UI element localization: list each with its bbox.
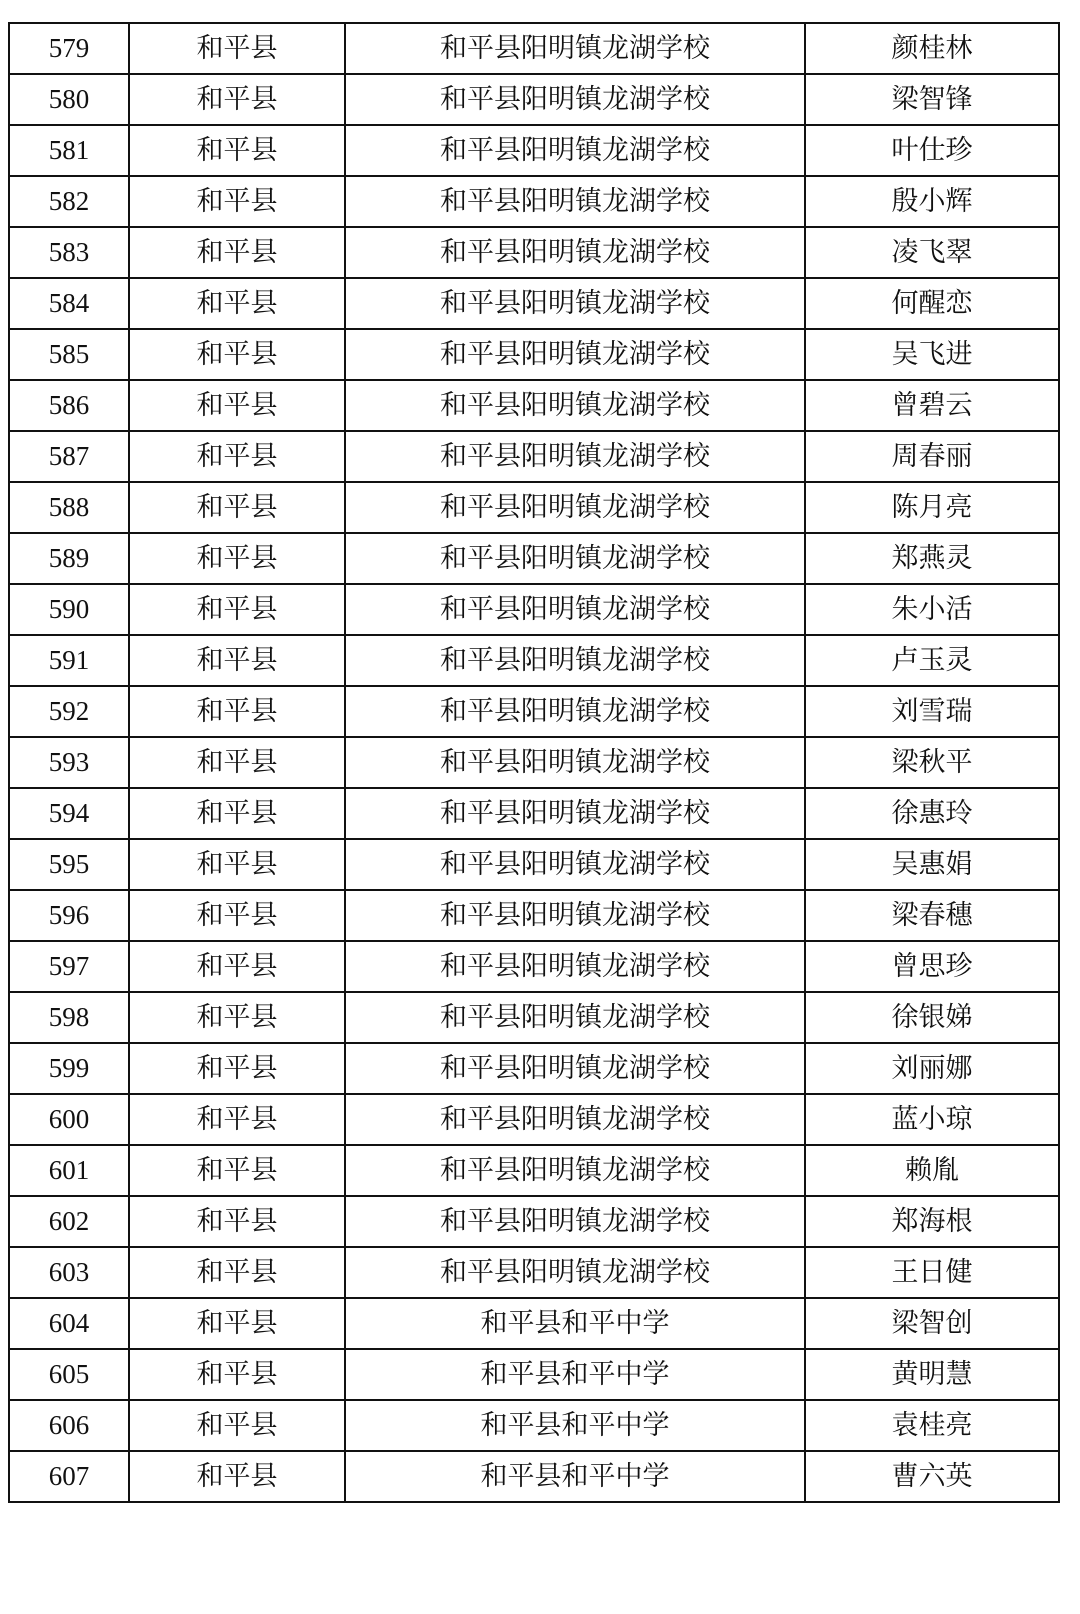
county-cell: 和平县 [129, 890, 345, 941]
school-cell: 和平县阳明镇龙湖学校 [345, 839, 805, 890]
name-cell: 朱小活 [805, 584, 1059, 635]
school-cell: 和平县阳明镇龙湖学校 [345, 380, 805, 431]
school-cell: 和平县阳明镇龙湖学校 [345, 74, 805, 125]
county-cell: 和平县 [129, 1451, 345, 1502]
table-row [9, 635, 1059, 686]
row-number-cell: 605 [9, 1349, 129, 1400]
name-cell: 曹六英 [805, 1451, 1059, 1502]
name-cell: 郑海根 [805, 1196, 1059, 1247]
table-row [9, 1451, 1059, 1502]
row-number-cell: 598 [9, 992, 129, 1043]
county-cell: 和平县 [129, 278, 345, 329]
county-cell: 和平县 [129, 380, 345, 431]
name-cell: 周春丽 [805, 431, 1059, 482]
name-cell: 颜桂林 [805, 23, 1059, 74]
row-number-cell: 603 [9, 1247, 129, 1298]
name-cell: 殷小辉 [805, 176, 1059, 227]
row-number-cell: 602 [9, 1196, 129, 1247]
row-number-cell: 586 [9, 380, 129, 431]
county-cell: 和平县 [129, 1196, 345, 1247]
name-cell: 梁秋平 [805, 737, 1059, 788]
school-cell: 和平县阳明镇龙湖学校 [345, 227, 805, 278]
row-number-cell: 588 [9, 482, 129, 533]
school-cell: 和平县阳明镇龙湖学校 [345, 941, 805, 992]
row-number-cell: 606 [9, 1400, 129, 1451]
table-row [9, 329, 1059, 380]
name-cell: 刘雪瑞 [805, 686, 1059, 737]
county-cell: 和平县 [129, 176, 345, 227]
county-cell: 和平县 [129, 788, 345, 839]
school-cell: 和平县阳明镇龙湖学校 [345, 125, 805, 176]
name-cell: 凌飞翠 [805, 227, 1059, 278]
school-cell: 和平县阳明镇龙湖学校 [345, 1043, 805, 1094]
row-number-cell: 589 [9, 533, 129, 584]
row-number-cell: 579 [9, 23, 129, 74]
school-cell: 和平县阳明镇龙湖学校 [345, 533, 805, 584]
table-row [9, 125, 1059, 176]
row-number-cell: 592 [9, 686, 129, 737]
school-cell: 和平县阳明镇龙湖学校 [345, 737, 805, 788]
name-cell: 曾碧云 [805, 380, 1059, 431]
table-row [9, 380, 1059, 431]
row-number-cell: 590 [9, 584, 129, 635]
name-cell: 吴惠娟 [805, 839, 1059, 890]
table-row [9, 533, 1059, 584]
row-number-cell: 599 [9, 1043, 129, 1094]
roster-table-body [9, 23, 1059, 1502]
row-number-cell: 591 [9, 635, 129, 686]
county-cell: 和平县 [129, 1298, 345, 1349]
name-cell: 吴飞进 [805, 329, 1059, 380]
county-cell: 和平县 [129, 1043, 345, 1094]
table-row [9, 584, 1059, 635]
row-number-cell: 601 [9, 1145, 129, 1196]
name-cell: 卢玉灵 [805, 635, 1059, 686]
county-cell: 和平县 [129, 584, 345, 635]
county-cell: 和平县 [129, 482, 345, 533]
name-cell: 梁智锋 [805, 74, 1059, 125]
name-cell: 黄明慧 [805, 1349, 1059, 1400]
name-cell: 王日健 [805, 1247, 1059, 1298]
county-cell: 和平县 [129, 686, 345, 737]
table-row [9, 737, 1059, 788]
school-cell: 和平县阳明镇龙湖学校 [345, 635, 805, 686]
table-row [9, 1094, 1059, 1145]
table-row [9, 941, 1059, 992]
table-row [9, 227, 1059, 278]
row-number-cell: 581 [9, 125, 129, 176]
school-cell: 和平县阳明镇龙湖学校 [345, 1247, 805, 1298]
school-cell: 和平县阳明镇龙湖学校 [345, 329, 805, 380]
name-cell: 梁春穗 [805, 890, 1059, 941]
table-row [9, 482, 1059, 533]
school-cell: 和平县阳明镇龙湖学校 [345, 1145, 805, 1196]
table-row [9, 839, 1059, 890]
table-row [9, 890, 1059, 941]
name-cell: 曾思珍 [805, 941, 1059, 992]
county-cell: 和平县 [129, 1400, 345, 1451]
county-cell: 和平县 [129, 1349, 345, 1400]
table-row [9, 1247, 1059, 1298]
row-number-cell: 593 [9, 737, 129, 788]
table-row [9, 431, 1059, 482]
school-cell: 和平县阳明镇龙湖学校 [345, 584, 805, 635]
name-cell: 陈月亮 [805, 482, 1059, 533]
school-cell: 和平县阳明镇龙湖学校 [345, 23, 805, 74]
name-cell: 叶仕珍 [805, 125, 1059, 176]
name-cell: 徐惠玲 [805, 788, 1059, 839]
row-number-cell: 582 [9, 176, 129, 227]
name-cell: 袁桂亮 [805, 1400, 1059, 1451]
table-row [9, 74, 1059, 125]
table-row [9, 1043, 1059, 1094]
row-number-cell: 607 [9, 1451, 129, 1502]
name-cell: 郑燕灵 [805, 533, 1059, 584]
county-cell: 和平县 [129, 737, 345, 788]
county-cell: 和平县 [129, 1247, 345, 1298]
table-row [9, 686, 1059, 737]
row-number-cell: 580 [9, 74, 129, 125]
county-cell: 和平县 [129, 941, 345, 992]
county-cell: 和平县 [129, 992, 345, 1043]
county-cell: 和平县 [129, 125, 345, 176]
school-cell: 和平县和平中学 [345, 1349, 805, 1400]
school-cell: 和平县和平中学 [345, 1298, 805, 1349]
name-cell: 赖胤 [805, 1145, 1059, 1196]
row-number-cell: 584 [9, 278, 129, 329]
county-cell: 和平县 [129, 1094, 345, 1145]
row-number-cell: 597 [9, 941, 129, 992]
table-row [9, 278, 1059, 329]
table-row [9, 1196, 1059, 1247]
row-number-cell: 585 [9, 329, 129, 380]
name-cell: 刘丽娜 [805, 1043, 1059, 1094]
row-number-cell: 587 [9, 431, 129, 482]
school-cell: 和平县和平中学 [345, 1400, 805, 1451]
school-cell: 和平县阳明镇龙湖学校 [345, 482, 805, 533]
county-cell: 和平县 [129, 329, 345, 380]
table-row [9, 1349, 1059, 1400]
school-cell: 和平县阳明镇龙湖学校 [345, 1094, 805, 1145]
name-cell: 徐银娣 [805, 992, 1059, 1043]
row-number-cell: 604 [9, 1298, 129, 1349]
row-number-cell: 600 [9, 1094, 129, 1145]
county-cell: 和平县 [129, 23, 345, 74]
county-cell: 和平县 [129, 74, 345, 125]
school-cell: 和平县阳明镇龙湖学校 [345, 992, 805, 1043]
county-cell: 和平县 [129, 533, 345, 584]
school-cell: 和平县和平中学 [345, 1451, 805, 1502]
school-cell: 和平县阳明镇龙湖学校 [345, 431, 805, 482]
row-number-cell: 595 [9, 839, 129, 890]
school-cell: 和平县阳明镇龙湖学校 [345, 176, 805, 227]
school-cell: 和平县阳明镇龙湖学校 [345, 278, 805, 329]
county-cell: 和平县 [129, 1145, 345, 1196]
row-number-cell: 583 [9, 227, 129, 278]
county-cell: 和平县 [129, 635, 345, 686]
table-row [9, 1298, 1059, 1349]
school-cell: 和平县阳明镇龙湖学校 [345, 1196, 805, 1247]
row-number-cell: 596 [9, 890, 129, 941]
county-cell: 和平县 [129, 839, 345, 890]
name-cell: 梁智创 [805, 1298, 1059, 1349]
row-number-cell: 594 [9, 788, 129, 839]
county-cell: 和平县 [129, 431, 345, 482]
table-row [9, 176, 1059, 227]
name-cell: 蓝小琼 [805, 1094, 1059, 1145]
table-row [9, 1400, 1059, 1451]
county-cell: 和平县 [129, 227, 345, 278]
table-row [9, 1145, 1059, 1196]
name-cell: 何醒恋 [805, 278, 1059, 329]
school-cell: 和平县阳明镇龙湖学校 [345, 686, 805, 737]
table-row [9, 788, 1059, 839]
table-row [9, 23, 1059, 74]
table-row [9, 992, 1059, 1043]
school-cell: 和平县阳明镇龙湖学校 [345, 890, 805, 941]
school-cell: 和平县阳明镇龙湖学校 [345, 788, 805, 839]
roster-table [8, 22, 1060, 1503]
